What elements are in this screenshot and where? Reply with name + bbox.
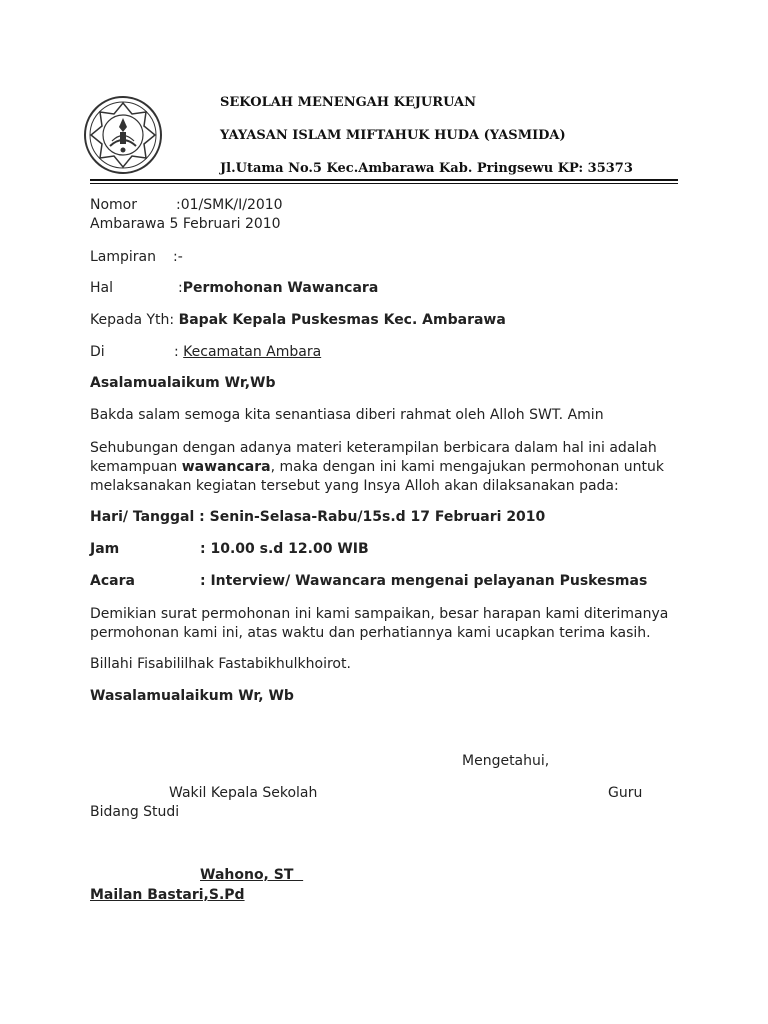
kepada-value: Bapak Kepala Puskesmas Kec. Ambarawa xyxy=(178,312,506,328)
school-address: Jl.Utama No.5 Kec.Ambarawa Kab. Pringsewu KP: 35373 xyxy=(220,161,633,176)
kepada-row xyxy=(90,312,506,328)
letter-date: Ambarawa 5 Februari 2010 xyxy=(90,216,281,232)
jam-label: Jam xyxy=(90,541,120,557)
closing-greeting: Wasalamualaikum Wr, Wb xyxy=(90,688,294,704)
di-label: Di xyxy=(90,344,105,360)
right-signer-role-line2: Bidang Studi xyxy=(90,804,180,820)
paragraph-intro-bold: wawancara xyxy=(181,459,271,475)
lampiran-label: Lampiran xyxy=(90,249,157,265)
paragraph-intro-a: Sehubungan dengan adanya materi keterampilan berbicara dalam hal ini adalah kemampuan xyxy=(90,440,657,475)
hari-value: Senin-Selasa-Rabu/15s.d 17 Februari 2010 xyxy=(209,509,546,525)
right-signer-name: Mailan Bastari,S.Pd xyxy=(90,887,245,903)
hal-colon: : xyxy=(178,280,183,296)
kepada-label: Kepada Yth: xyxy=(90,312,175,328)
paragraph-closing: Demikian surat permohonan ini kami sampaikan, besar harapan kami diterimanya permohonan kami ini, atas waktu dan perhatiannya kami ucapkan terima kasih. xyxy=(90,606,669,641)
jam-value: : 10.00 s.d 12.00 WIB xyxy=(200,541,369,557)
hal-value: Permohonan Wawancara xyxy=(182,280,379,296)
paragraph-intro-b: , maka dengan ini kami mengajukan permohonan untuk melaksanakan kegiatan tersebut yang Insya Alloh akan dilaksanakan pada: xyxy=(90,459,665,494)
di-row xyxy=(174,344,321,360)
hal-row xyxy=(178,280,378,296)
nomor-value: :01/SMK/I/2010 xyxy=(176,197,283,213)
header-divider-thin xyxy=(90,183,678,184)
header-divider xyxy=(90,179,678,181)
school-name: SEKOLAH MENENGAH KEJURUAN xyxy=(220,95,476,110)
nomor-label: Nomor xyxy=(90,197,137,213)
hari-label: Hari/ Tanggal : xyxy=(90,509,205,525)
greeting: Asalamualaikum Wr,Wb xyxy=(90,375,276,391)
hari-row xyxy=(90,509,545,525)
left-signer-role: Wakil Kepala Sekolah xyxy=(169,785,318,801)
lampiran-value: :- xyxy=(173,249,183,265)
foundation-name: YAYASAN ISLAM MIFTAHUK HUDA (YASMIDA) xyxy=(220,128,566,143)
paragraph-intro xyxy=(90,439,670,496)
left-signer-name: Wahono, ST xyxy=(200,867,304,883)
right-signer-role-line1: Guru xyxy=(608,785,643,801)
opening-line: Bakda salam semoga kita senantiasa diberi rahmat oleh Alloh SWT. Amin xyxy=(90,407,604,423)
billahi-line: Billahi Fisabililhak Fastabikhulkhoirot. xyxy=(90,656,351,672)
hal-label: Hal xyxy=(90,280,113,296)
mengetahui-label: Mengetahui, xyxy=(462,753,550,769)
di-colon: : xyxy=(174,344,179,360)
acara-value: : Interview/ Wawancara mengenai pelayanan Puskesmas xyxy=(200,573,648,589)
school-logo-icon xyxy=(82,94,164,176)
acara-label: Acara xyxy=(90,573,135,589)
di-value: Kecamatan Ambara xyxy=(183,344,322,360)
